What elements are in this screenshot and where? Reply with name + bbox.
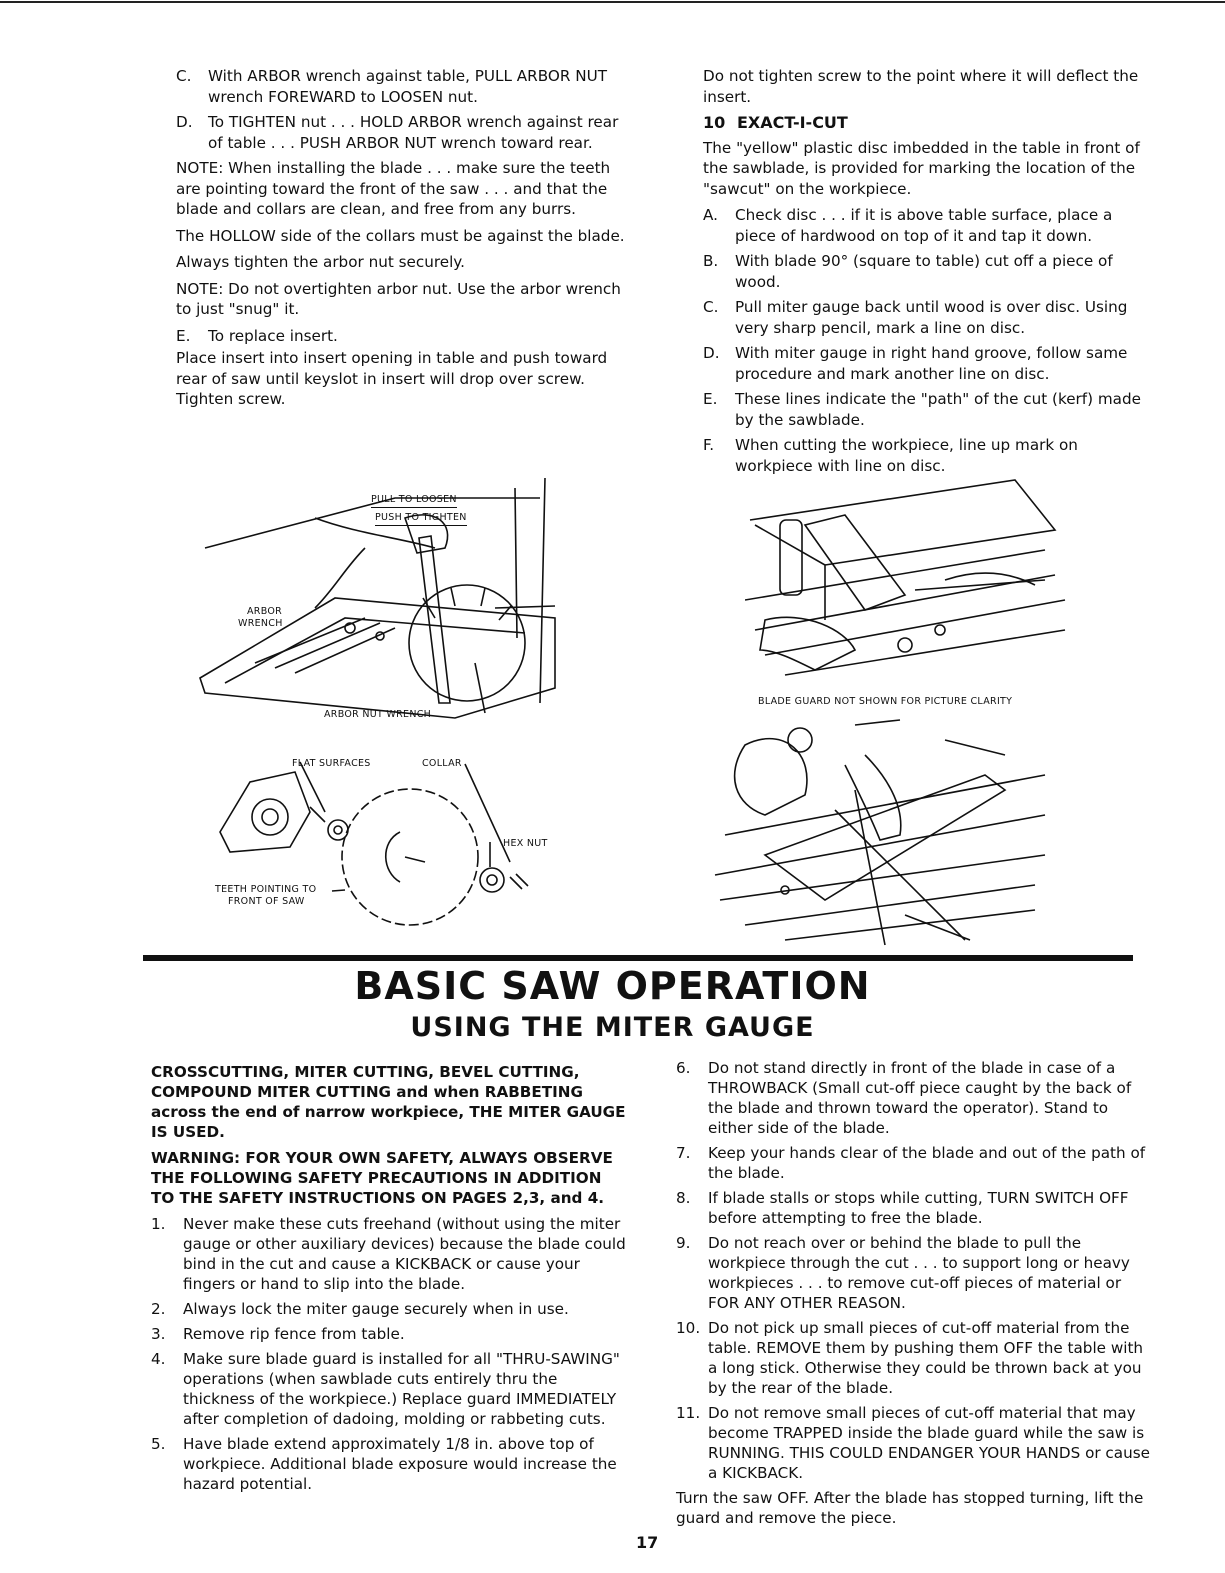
right-top-column (703, 66, 1151, 481)
step-text: Always lock the miter gauge securely when in use. (183, 1300, 569, 1318)
step-text: Check disc . . . if it is above table surface, place a piece of hardwood on top of it and tap it down. (735, 206, 1113, 245)
precaution-6 (676, 1058, 1151, 1138)
step-label: 4. (151, 1350, 166, 1368)
step-d-arbor (176, 112, 626, 153)
step-label: F. (703, 436, 715, 454)
page-number: 17 (636, 1533, 659, 1552)
insert-continuation: Do not tighten screw to the point where it will deflect the insert. (703, 67, 1139, 106)
step-text: Have blade extend approximately 1/8 in. above top of workpiece. Additional blade exposure would increase the hazard potential. (183, 1435, 617, 1493)
step-label: 2. (151, 1300, 166, 1318)
arbor-wrench-label-line2: WRENCH (238, 618, 283, 629)
step-label: B. (703, 252, 719, 270)
push-to-tighten-label: PUSH TO TIGHTEN (375, 512, 467, 526)
exact-step-e (703, 389, 1151, 430)
step-label: 10. (676, 1319, 701, 1337)
exact-i-cut-drawing (745, 470, 1075, 690)
step-text: Do not remove small pieces of cut-off material that may become TRAPPED inside the blade guard while the saw is RUNNING. THIS COULD ENDANGER YOUR HANDS or cause a KICKBACK. (708, 1404, 1150, 1482)
precaution-3 (151, 1324, 629, 1344)
bottom-left-column (151, 1062, 629, 1499)
step-label: C. (703, 298, 719, 316)
insert-instructions: Place insert into insert opening in table and push toward rear of saw until keyslot in insert will drop over screw. Tighten screw. (176, 349, 608, 408)
step-text: When cutting the workpiece, line up mark on workpiece with line on disc. (735, 436, 1078, 475)
note-installing-blade: NOTE: When installing the blade . . . make sure the teeth are pointing toward the front of the saw . . . and that the blade and collars are clean, and free from any burrs. (176, 159, 611, 218)
step-label: 5. (151, 1435, 166, 1453)
precaution-2 (151, 1299, 629, 1319)
page-top-rule (0, 1, 1225, 3)
arbor-wrench-illustration (195, 478, 575, 743)
blade-collar-illustration (210, 752, 570, 927)
exact-i-cut-intro: The "yellow" plastic disc imbedded in the table in front of the sawblade, is provided for marking the location of the "sawcut" on the workpiece. (703, 138, 1140, 198)
step-text: Keep your hands clear of the blade and out of the path of the blade. (708, 1144, 1146, 1182)
note-overtighten: NOTE: Do not overtighten arbor nut. Use the arbor wrench to just "snug" it. (176, 279, 621, 318)
step-text: To TIGHTEN nut . . . HOLD ARBOR wrench against rear of table . . . PUSH ARBOR NUT wrench toward rear. (208, 113, 619, 152)
step-label: E. (703, 390, 718, 408)
step-label: 3. (151, 1325, 166, 1343)
step-text: Do not reach over or behind the blade to pull the workpiece through the cut . . . to support long or heavy workpieces . . . to remove cut-off pieces of material or FOR ANY OTHER REASON. (708, 1234, 1130, 1312)
section-title: EXACT-I-CUT (737, 113, 848, 132)
step-text: Make sure blade guard is installed for all "THRU-SAWING" operations (when sawblade cuts entirely thru the thickness of the workpiece.) Replace guard IMMEDIATELY after completion of dadoing, molding or rabbeting cuts. (183, 1350, 620, 1428)
precaution-8 (676, 1188, 1151, 1228)
step-c-arbor (176, 66, 626, 107)
precaution-5 (151, 1434, 629, 1494)
subsection-title-miter-gauge: USING THE MITER GAUGE (410, 1012, 815, 1043)
step-text: Do not stand directly in front of the blade in case of a THROWBACK (Small cut-off piece caught by the back of the blade and thrown toward the operator). Stand to either side of the blade. (708, 1059, 1132, 1137)
exact-step-a (703, 205, 1151, 246)
step-text: If blade stalls or stops while cutting, TURN SWITCH OFF before attempting to free the blade. (708, 1189, 1129, 1227)
section-divider (143, 955, 1133, 961)
turn-saw-off-note: Turn the saw OFF. After the blade has stopped turning, lift the guard and remove the piece. (676, 1489, 1144, 1527)
step-label: 6. (676, 1059, 691, 1077)
pull-to-loosen-label: PULL TO LOOSEN (371, 494, 457, 508)
step-label: 1. (151, 1215, 166, 1233)
precaution-10 (676, 1318, 1151, 1398)
step-e-insert (176, 326, 626, 347)
exact-step-d (703, 343, 1151, 384)
exact-i-cut-heading (703, 113, 1151, 134)
section-number: 10 (703, 113, 726, 132)
miter-gauge-hands-illustration (705, 715, 1055, 950)
exact-i-cut-caption: BLADE GUARD NOT SHOWN FOR PICTURE CLARITY (758, 696, 1013, 707)
teeth-pointing-label-line1: TEETH POINTING TO (215, 884, 317, 895)
step-text: To replace insert. (208, 326, 338, 345)
collar-label: COLLAR (422, 758, 462, 769)
precaution-4 (151, 1349, 629, 1429)
step-label: D. (176, 113, 193, 131)
step-label: 7. (676, 1144, 691, 1162)
step-text: With blade 90° (square to table) cut off a piece of wood. (735, 252, 1113, 291)
step-text: Pull miter gauge back until wood is over disc. Using very sharp pencil, mark a line on disc. (735, 298, 1128, 337)
always-tighten-note: Always tighten the arbor nut securely. (176, 253, 465, 271)
precaution-1 (151, 1214, 629, 1294)
precaution-9 (676, 1233, 1151, 1313)
step-label: D. (703, 344, 720, 362)
teeth-pointing-label-line2: FRONT OF SAW (228, 896, 305, 907)
left-top-column (176, 66, 626, 416)
step-text: Do not pick up small pieces of cut-off material from the table. REMOVE them by pushing them OFF the table with a long stick. Otherwise they could be thrown back at you by the rear of the blade. (708, 1319, 1144, 1397)
step-text: With miter gauge in right hand groove, follow same procedure and mark another line on disc. (735, 344, 1128, 383)
step-text: With ARBOR wrench against table, PULL ARBOR NUT wrench FOREWARD to LOOSEN nut. (208, 67, 607, 106)
step-label: E. (176, 326, 191, 345)
precaution-11 (676, 1403, 1151, 1483)
step-label: 8. (676, 1189, 691, 1207)
step-label: 9. (676, 1234, 691, 1252)
arbor-nut-wrench-label: ARBOR NUT WRENCH (324, 709, 432, 720)
arbor-wrench-label-line1: ARBOR (247, 606, 283, 617)
hex-nut-label: HEX NUT (503, 838, 548, 849)
hollow-side-note: The HOLLOW side of the collars must be against the blade. (176, 226, 625, 245)
step-text: These lines indicate the "path" of the cut (kerf) made by the sawblade. (735, 390, 1141, 429)
precaution-7 (676, 1143, 1151, 1183)
miter-gauge-hands-drawing (705, 715, 1055, 950)
section-title-basic-saw-operation: BASIC SAW OPERATION (354, 964, 871, 1008)
step-label: C. (176, 67, 192, 85)
step-text: Remove rip fence from table. (183, 1325, 405, 1343)
exact-step-b (703, 251, 1151, 292)
exact-step-c (703, 297, 1151, 338)
exact-i-cut-illustration (745, 470, 1075, 690)
safety-warning: WARNING: FOR YOUR OWN SAFETY, ALWAYS OBSERVE THE FOLLOWING SAFETY PRECAUTIONS IN ADDITION TO THE SAFETY INSTRUCTIONS ON PAGES 2,3, and 4. (151, 1149, 613, 1207)
bottom-right-column (676, 1058, 1151, 1534)
step-text: Never make these cuts freehand (without using the miter gauge or other auxiliary devices) because the blade could bind in the cut and cause a KICKBACK or cause your fingers or hand to slip into the blade. (183, 1215, 626, 1293)
step-label: 11. (676, 1404, 701, 1422)
miter-gauge-intro: CROSSCUTTING, MITER CUTTING, BEVEL CUTTING, COMPOUND MITER CUTTING and when RABBETING across the end of narrow workpiece, THE MITER GAUGE IS USED. (151, 1063, 626, 1141)
flat-surfaces-label: FLAT SURFACES (292, 758, 371, 769)
step-label: A. (703, 206, 718, 224)
